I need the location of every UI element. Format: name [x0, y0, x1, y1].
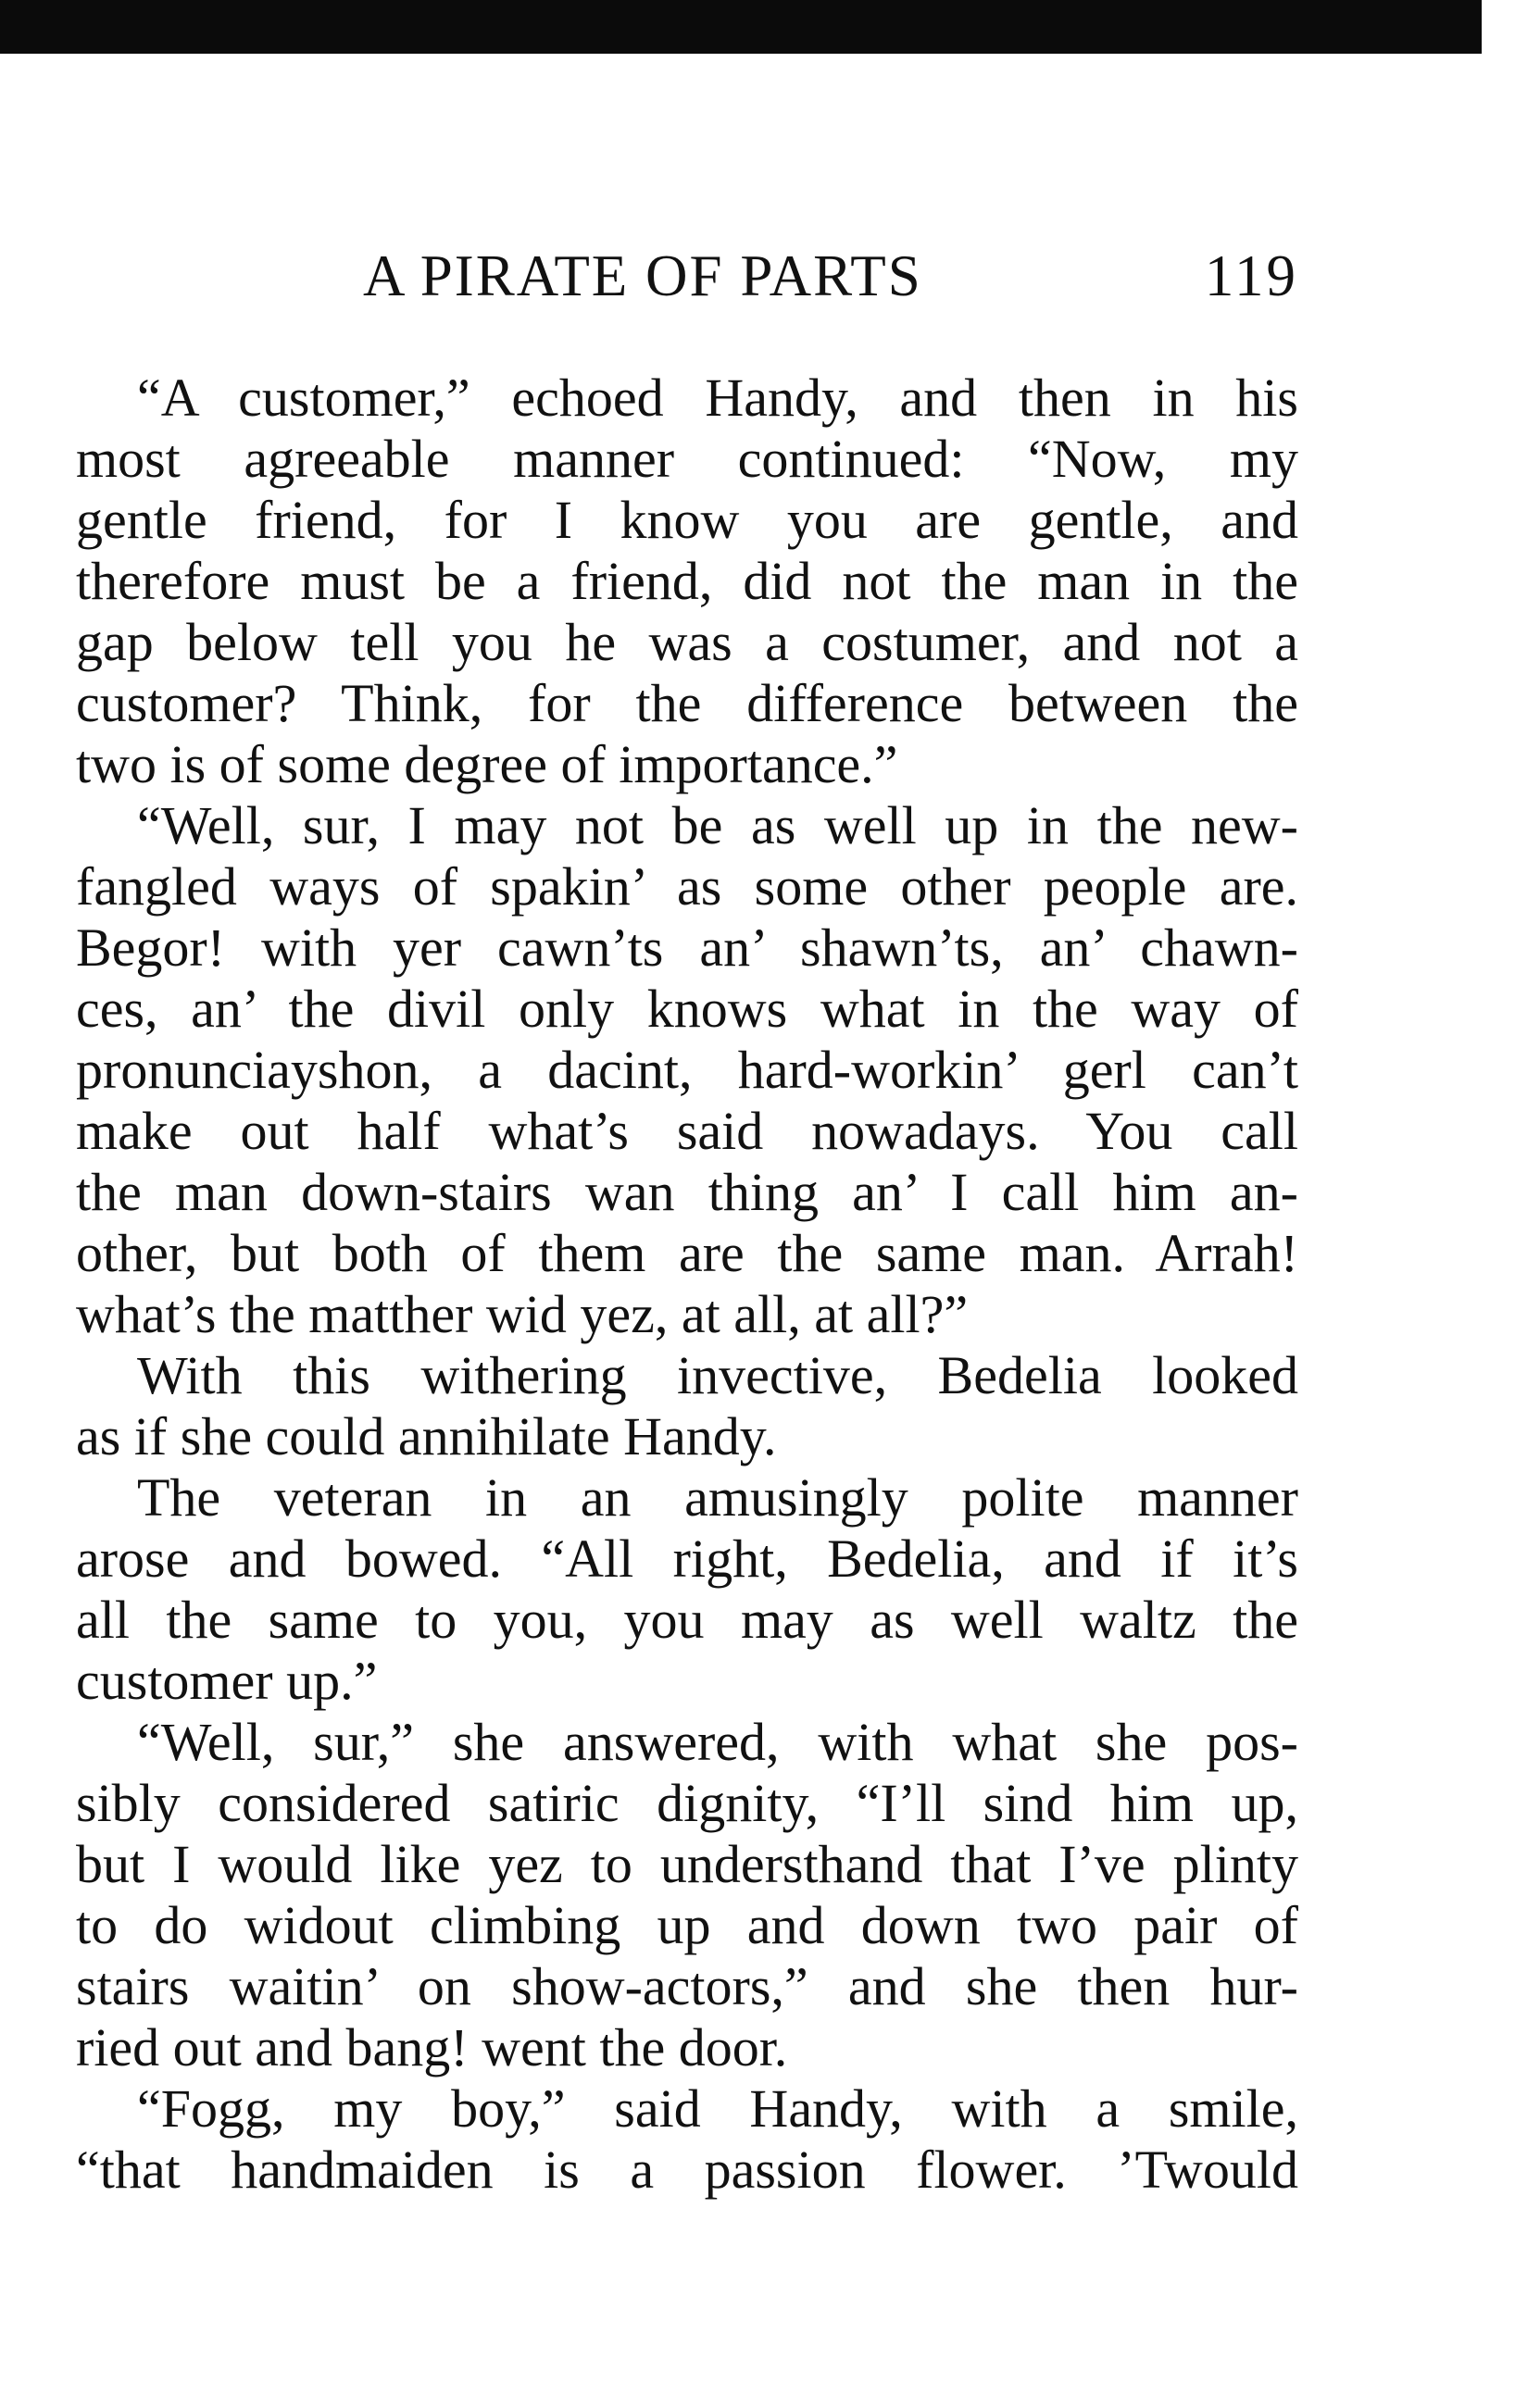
text-line: the man down-stairs wan thing an’ I call him an-	[76, 1162, 1298, 1222]
text-line: all the same to you, you may as well waltz the	[76, 1590, 1298, 1650]
text-line: most agreeable manner continued: “Now, my	[76, 429, 1298, 489]
text-line: “Well, sur,” she answered, with what she pos-	[137, 1712, 1298, 1772]
text-line: customer up.”	[76, 1651, 378, 1711]
text-line: “Well, sur, I may not be as well up in the new-	[137, 795, 1298, 855]
text-line: what’s the matther wid yez, at all, at all?”	[76, 1284, 969, 1344]
text-line: therefore must be a friend, did not the man in the	[76, 551, 1298, 611]
page-number: 119	[1204, 243, 1298, 308]
text-line: gap below tell you he was a costumer, and not a	[76, 612, 1298, 672]
text-line: stairs waitin’ on show-actors,” and she then hur-	[76, 1956, 1298, 2016]
text-line: customer? Think, for the difference between the	[76, 673, 1298, 733]
text-line: ried out and bang! went the door.	[76, 2017, 788, 2077]
text-line: fangled ways of spakin’ as some other people are.	[76, 856, 1298, 917]
text-line: two is of some degree of importance.”	[76, 734, 898, 794]
text-line: ces, an’ the divil only knows what in the way of	[76, 979, 1298, 1039]
text-line: Begor! with yer cawn’ts an’ shawn’ts, an’ chawn-	[76, 917, 1298, 978]
text-line: gentle friend, for I know you are gentle, and	[76, 490, 1298, 550]
text-line: but I would like yez to understhand that I’ve plinty	[76, 1834, 1298, 1894]
text-line: “Fogg, my boy,” said Handy, with a smile,	[137, 2078, 1298, 2139]
body-text	[76, 368, 1298, 2201]
text-line: as if she could annihilate Handy.	[76, 1406, 777, 1466]
text-line: pronunciayshon, a dacint, hard-workin’ gerl can’t	[76, 1040, 1298, 1100]
text-line: make out half what’s said nowadays. You call	[76, 1101, 1298, 1161]
running-title: A PIRATE OF PARTS	[363, 243, 922, 308]
text-line: With this withering invective, Bedelia looked	[137, 1345, 1298, 1405]
text-line: to do widout climbing up and down two pair of	[76, 1895, 1298, 1955]
text-line: arose and bowed. “All right, Bedelia, and if it’s	[76, 1528, 1298, 1589]
text-line: “that handmaiden is a passion flower. ’Twould	[76, 2140, 1298, 2200]
running-head	[76, 243, 1298, 317]
text-line: other, but both of them are the same man. Arrah!	[76, 1223, 1298, 1283]
text-line: The veteran in an amusingly polite manner	[137, 1467, 1298, 1528]
text-line: sibly considered satiric dignity, “I’ll sind him up,	[76, 1773, 1298, 1833]
scan-top-border	[0, 0, 1482, 54]
text-line: “A customer,” echoed Handy, and then in his	[137, 368, 1298, 428]
